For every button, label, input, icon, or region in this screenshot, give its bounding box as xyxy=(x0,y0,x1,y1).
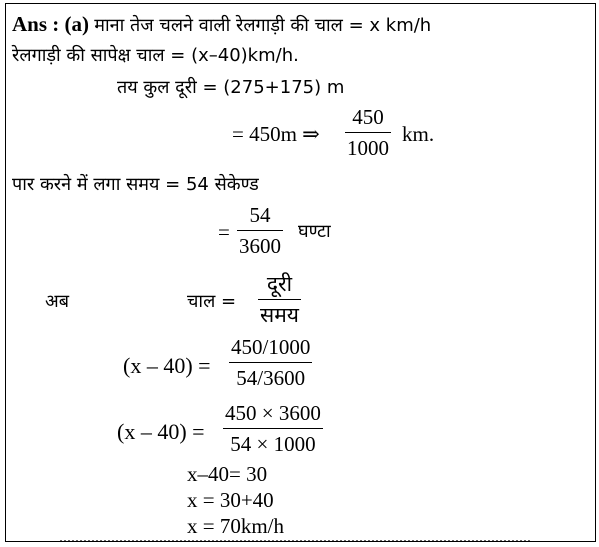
fraction-bar xyxy=(258,299,301,300)
time-denominator: 3600 xyxy=(239,234,281,258)
cut-off-text-line xyxy=(60,540,530,547)
fraction-bar xyxy=(345,132,391,133)
equation2-fraction xyxy=(223,401,323,456)
time-unit: घण्टा xyxy=(298,221,331,242)
fraction-bar xyxy=(229,362,312,363)
speed-denominator: समय xyxy=(260,303,299,327)
distance-eq-prefix: = 450m ⇒ xyxy=(232,122,320,146)
fraction-bar xyxy=(223,428,323,429)
speed-label: चाल = xyxy=(187,291,237,312)
distance-unit: km. xyxy=(402,122,435,146)
distance-numerator: 450 xyxy=(352,105,384,129)
equation1-fraction xyxy=(229,335,312,390)
answer-intro: माना तेज चलने वाली रेलगाड़ी की चाल = x km/h xyxy=(94,15,432,36)
step-1: x–40= 30 xyxy=(187,462,268,486)
ab-label: अब xyxy=(45,291,70,312)
time-fraction xyxy=(237,203,283,258)
fraction-bar xyxy=(237,230,283,231)
answer-prefix: Ans : (a) xyxy=(12,12,89,36)
time-numerator: 54 xyxy=(249,203,271,227)
time-eq-sign: = xyxy=(218,220,230,244)
speed-fraction xyxy=(258,272,301,327)
relative-speed-line: रेलगाड़ी की सापेक्ष चाल = (x–40)km/h. xyxy=(12,45,299,66)
equation2-lhs: (x – 40) = xyxy=(117,419,205,444)
distance-denominator: 1000 xyxy=(347,136,389,160)
speed-numerator: दूरी xyxy=(266,272,293,296)
answer-heading xyxy=(12,12,431,38)
distance-fraction xyxy=(345,105,391,160)
equation1-denominator: 54/3600 xyxy=(236,366,306,390)
total-distance-line: तय कुल दूरी = (275+175) m xyxy=(117,77,345,98)
step-2: x = 30+40 xyxy=(187,488,274,512)
equation1-numerator: 450/1000 xyxy=(231,335,311,359)
equation2-numerator: 450 × 3600 xyxy=(225,401,321,425)
time-taken-line: पार करने में लगा समय = 54 सेकेण्ड xyxy=(12,174,259,195)
equation1-lhs: (x – 40) = xyxy=(123,353,211,378)
step-3: x = 70km/h xyxy=(187,514,285,538)
equation2-denominator: 54 × 1000 xyxy=(230,432,316,456)
